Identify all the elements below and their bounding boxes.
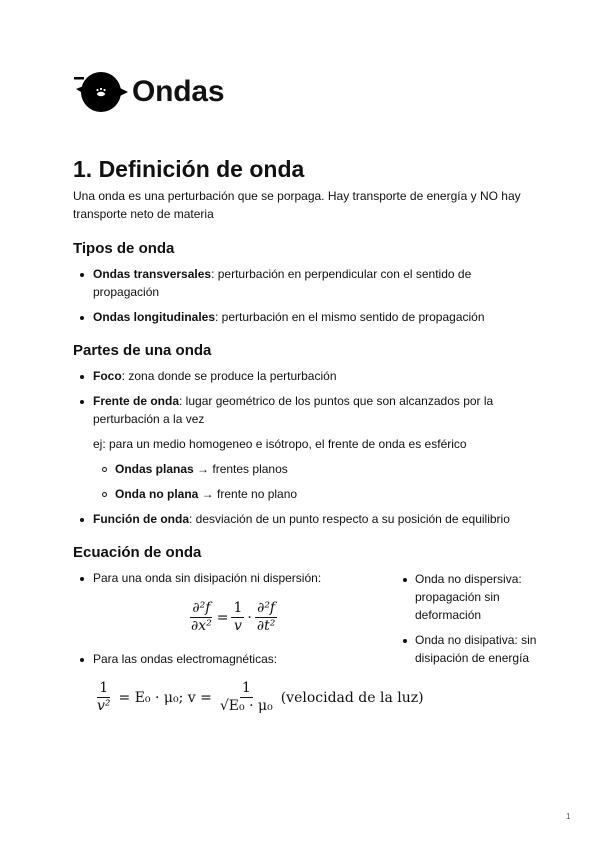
sub-list-item (73, 485, 513, 503)
note: ej: para un medio homogeneo e isótropo, el frente de onda es esférico (93, 437, 467, 451)
term: Ondas transversales (93, 267, 212, 281)
term: Ondas planas (115, 462, 194, 476)
partes-list (73, 367, 513, 535)
section-heading: 1. Definición de onda (73, 156, 305, 182)
ecuacion-list-2 (73, 650, 373, 675)
document-title: Ondas (132, 75, 225, 108)
ecuacion-list (73, 569, 373, 594)
a-num: 1 (99, 680, 109, 696)
lhs-den: ∂x² (191, 618, 212, 634)
rhs-den: ∂t² (256, 618, 276, 634)
lhs-num: ∂²f (192, 600, 211, 616)
tipos-heading: Tipos de onda (73, 240, 175, 257)
term: Foco (93, 369, 122, 383)
desc: frentes planos (212, 462, 288, 476)
desc: : zona donde se produce la perturbación (121, 369, 337, 383)
desc: : lugar geométrico de los puntos que son alcanzados por la perturbación a la vez (93, 394, 494, 426)
bird-blob-icon (72, 65, 130, 119)
term: Ondas longitudinales (93, 310, 216, 324)
desc: : perturbación en el mismo sentido de propagación (215, 310, 485, 324)
desc: : perturbación en perpendicular con el sentido de propagación (93, 267, 472, 299)
list-item (73, 510, 513, 528)
term: Onda no plana (115, 487, 199, 501)
dot: · (247, 609, 252, 626)
equals: = (216, 609, 229, 626)
intro-paragraph: Una onda es una perturbación que se porpaga. Hay transporte de energía y NO hay transporte neto de materia (73, 189, 521, 221)
partes-heading: Partes de una onda (73, 342, 212, 359)
arrow-icon: → (193, 462, 213, 476)
side-item: Onda no disipativa: sin disipación de energía (395, 631, 545, 667)
b-num: 1 (241, 680, 251, 696)
a-den: v² (97, 698, 111, 714)
list-item (73, 265, 513, 301)
mid: = E₀ · μ₀; v = (118, 689, 212, 706)
tipos-list (73, 265, 513, 333)
list-item (73, 367, 513, 385)
rhs-num: ∂²f (257, 600, 276, 616)
em-equation (92, 680, 424, 715)
list-item (73, 308, 513, 326)
page-title (72, 66, 224, 118)
desc: frente no plano (217, 487, 298, 501)
side-item: Onda no dispersiva: propagación sin deformación (395, 570, 545, 624)
c-num: 1 (233, 600, 243, 616)
list-item: Para una onda sin disipación ni dispersión: (73, 569, 373, 587)
desc: : desviación de un punto respecto a su posición de equilibrio (189, 512, 510, 526)
list-item (73, 392, 513, 428)
c-den: v (233, 618, 242, 634)
side-notes (395, 570, 545, 674)
tail: (velocidad de la luz) (280, 689, 424, 706)
list-item: Para las ondas electromagnéticas: (73, 650, 373, 668)
wave-equation (186, 600, 280, 635)
term: Función de onda (93, 512, 189, 526)
sub-list-item (73, 460, 513, 478)
page-number: 1 (566, 812, 571, 821)
term: Frente de onda (93, 394, 180, 408)
arrow-icon: → (198, 487, 218, 501)
ecuacion-heading: Ecuación de onda (73, 544, 202, 561)
b-den: √E₀ · μ₀ (219, 698, 273, 714)
